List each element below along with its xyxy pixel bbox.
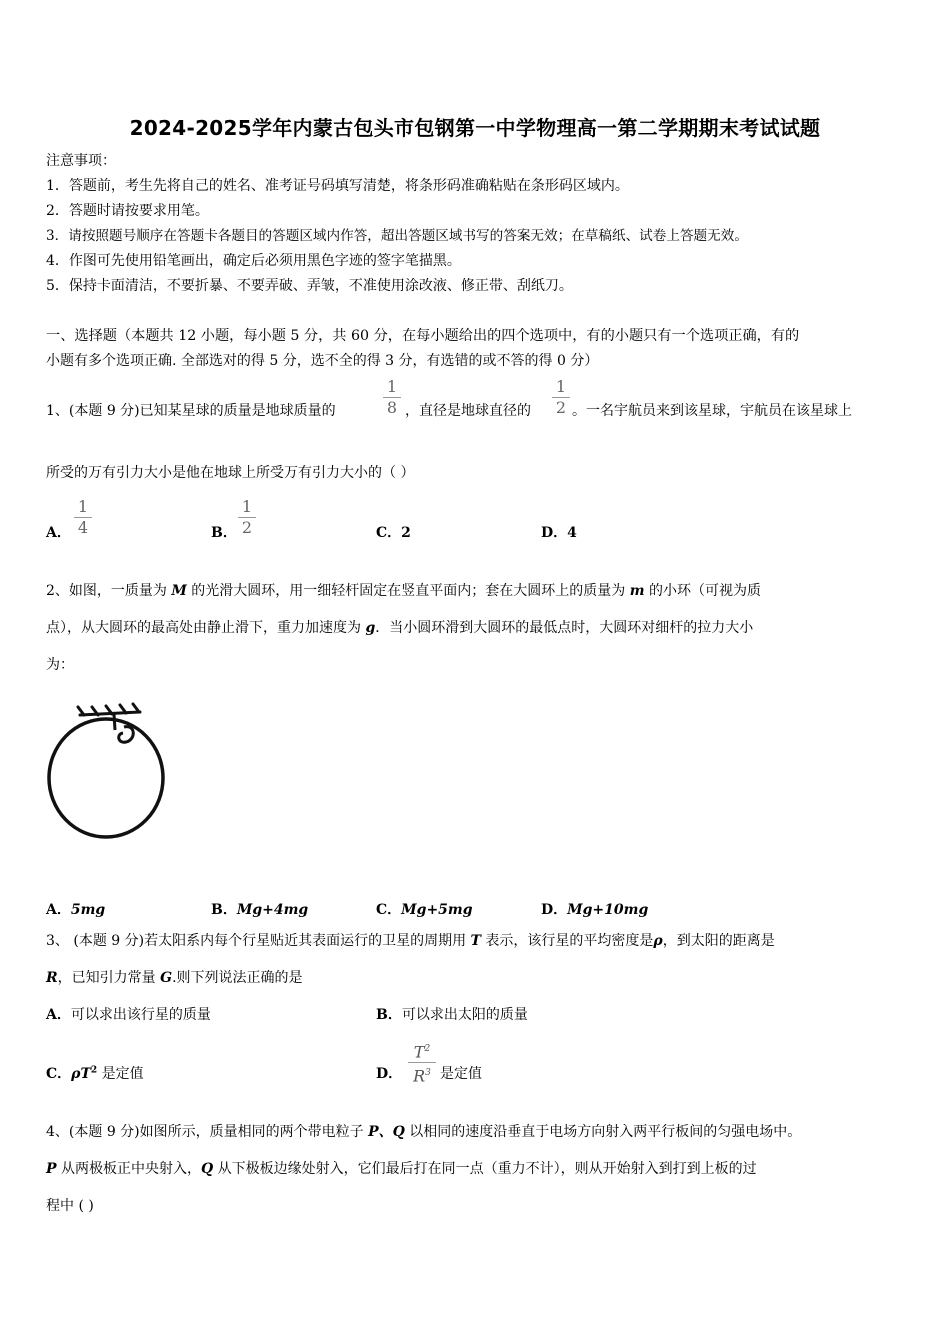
q2-text: 点），从大圆环的最高处由静止滑下，重力加速度为: [46, 620, 366, 636]
notice-item: 1．答题前，考生先将自己的姓名、准考证号码填写清楚，将条形码准确粘贴在条形码区域内。: [46, 178, 629, 194]
exponent: 3: [425, 1068, 431, 1079]
q1-option-b-fraction: [238, 498, 256, 537]
q2-option-b: [211, 899, 308, 919]
fraction-denominator: [408, 1064, 436, 1085]
option-value: Mg+4mg: [236, 902, 309, 918]
small-ring: [119, 727, 134, 743]
fraction-numerator: 1: [241, 497, 253, 516]
q4-text: 以相同的速度沿垂直于电场方向射入两平行板间的匀强电场中。: [404, 1124, 802, 1140]
option-label: C．: [46, 1066, 72, 1082]
fraction-denominator: 2: [241, 518, 253, 537]
option-value: 可以求出该行星的质量: [70, 1007, 211, 1023]
q3-option-d-fraction: [408, 1040, 436, 1086]
support-hatch: [78, 704, 140, 715]
page-title: 2024-2025学年内蒙古包头市包钢第一中学物理高一第二学期期末考试试题: [129, 116, 821, 140]
option-label: D．: [541, 902, 568, 918]
q2-text: 的小环（可视为质: [644, 583, 762, 599]
option-value: 可以求出太阳的质量: [401, 1007, 528, 1023]
q1-option-a-label: A．: [46, 525, 71, 541]
notice-heading: 注意事项：: [46, 153, 116, 169]
q1-question: 所受的万有引力大小是他在地球上所受万有引力大小的（ ）: [46, 465, 415, 481]
q1-option-d: [541, 522, 577, 542]
q3-text: ，已知引力常量: [57, 970, 161, 986]
fraction-denominator: 8: [386, 398, 398, 417]
option-label: A．: [46, 1007, 71, 1023]
q3-option-d-label: D．: [376, 1066, 403, 1082]
q1-option-a-fraction: [74, 498, 92, 537]
q4-line1: [46, 1122, 801, 1142]
fraction-numerator: 1: [77, 497, 89, 516]
light-rod: [114, 714, 115, 730]
notice-item: 4．作图可先使用铅笔画出，确定后必须用黑色字迹的签字笔描黑。: [46, 253, 461, 269]
var-M: M: [171, 583, 187, 599]
option-label: A．: [46, 902, 71, 918]
option-label: B．: [376, 1007, 402, 1023]
q2-text: 的光滑大圆环，用一细轻杆固定在竖直平面内；套在大圆环上的质量为: [186, 583, 630, 599]
q4-text: 从下极板边缘处射入，它们最后打在同一点（重力不计），则从开始射入到打到上板的过: [213, 1161, 757, 1177]
var-R: R: [413, 1066, 426, 1086]
q4-line2: [46, 1159, 757, 1179]
notice-item: 3．请按照题号顺序在答题卡各题目的答题区域内作答，超出答题区域书写的答案无效；在草稿纸、试卷上答题无效。: [46, 228, 748, 244]
fraction-bar: [408, 1062, 436, 1063]
q2-line3: 为：: [46, 657, 74, 673]
large-ring: [49, 719, 163, 837]
var-R: R: [46, 970, 58, 986]
q3-option-b: [376, 1004, 528, 1024]
option-label: C．: [376, 902, 402, 918]
fraction-numerator: [408, 1040, 436, 1061]
q3-text: 表示，该行星的平均密度是: [480, 933, 654, 949]
q1-fraction-mass: [383, 378, 401, 417]
q1-option-b-label: B．: [211, 525, 237, 541]
q2-text: 2、如图，一质量为: [46, 583, 172, 599]
q1-text-prefix: 1、(本题 9 分)已知某星球的质量是地球质量的: [46, 403, 336, 419]
var-m: m: [629, 583, 645, 599]
q4-text: 从两极板正中央射入，: [56, 1161, 201, 1177]
q2-text: ．当小圆环滑到大圆环的最低点时，大圆环对细杆的拉力大小: [375, 620, 754, 636]
exponent: 2: [90, 1065, 98, 1076]
q3-option-d-value: 是定值: [440, 1066, 482, 1082]
fraction-numerator: 1: [386, 377, 398, 396]
fraction-numerator: 1: [555, 377, 567, 396]
option-value: Mg+10mg: [567, 902, 649, 918]
exponent: 2: [424, 1044, 431, 1054]
q3-text: .则下列说法正确的是: [172, 970, 303, 986]
var-T: T: [413, 1042, 425, 1062]
q1-text-suffix: 。一名宇航员来到该星球，宇航员在该星球上: [572, 403, 852, 419]
fraction-denominator: 2: [555, 398, 567, 417]
option-expression: ρT: [71, 1066, 91, 1082]
option-label: D．: [541, 525, 568, 541]
section-heading: 一、选择题（本题共 12 小题，每小题 5 分，共 60 分，在每小题给出的四个选项中，有的小题只有一个选项正确，有的: [46, 328, 800, 344]
q3-option-a: [46, 1004, 211, 1024]
q3-text: ，到太阳的距离是: [662, 933, 775, 949]
option-label: B．: [211, 902, 237, 918]
notice-item: 2．答题时请按要求用笔。: [46, 203, 209, 219]
q2-line1: [46, 581, 761, 601]
var-Q: Q: [200, 1161, 214, 1177]
q3-option-c: [46, 1063, 144, 1083]
q1-option-c: [376, 522, 411, 542]
option-value: 2: [401, 525, 411, 541]
section-heading-line2: 小题有多个选项正确. 全部选对的得 5 分，选不全的得 3 分，有选错的或不答的得 0 分）: [46, 353, 599, 369]
var-PQ: P、Q: [368, 1124, 405, 1140]
q2-option-a: [46, 899, 105, 919]
var-rho: ρ: [653, 933, 663, 949]
ring-figure: [44, 700, 174, 845]
q3-text: 3、 (本题 9 分)若太阳系内每个行星贴近其表面运行的卫星的周期用: [46, 933, 471, 949]
option-value: 5mg: [70, 902, 106, 918]
option-value: Mg+5mg: [401, 902, 473, 918]
var-g: g: [365, 620, 376, 636]
notice-item: 5．保持卡面清洁，不要折暴、不要弄破、弄皱，不准使用涂改液、修正带、刮纸刀。: [46, 278, 573, 294]
var-P: P: [46, 1161, 57, 1177]
var-T: T: [470, 933, 481, 949]
q3-line1: [46, 931, 775, 951]
q4-text: 4、(本题 9 分)如图所示，质量相同的两个带电粒子: [46, 1124, 369, 1140]
q2-option-c: [376, 899, 473, 919]
q2-line2: [46, 618, 753, 638]
option-value: 4: [567, 525, 577, 541]
q3-line2: [46, 968, 303, 988]
option-value: 是定值: [97, 1066, 144, 1082]
q4-line3: 程中 ( ): [46, 1198, 94, 1214]
q1-text-middle: ，直径是地球直径的: [405, 403, 531, 419]
q2-option-d: [541, 899, 648, 919]
fraction-denominator: 4: [77, 518, 89, 537]
q1-fraction-diameter: [552, 378, 570, 417]
var-G: G: [160, 970, 173, 986]
option-label: C．: [376, 525, 402, 541]
